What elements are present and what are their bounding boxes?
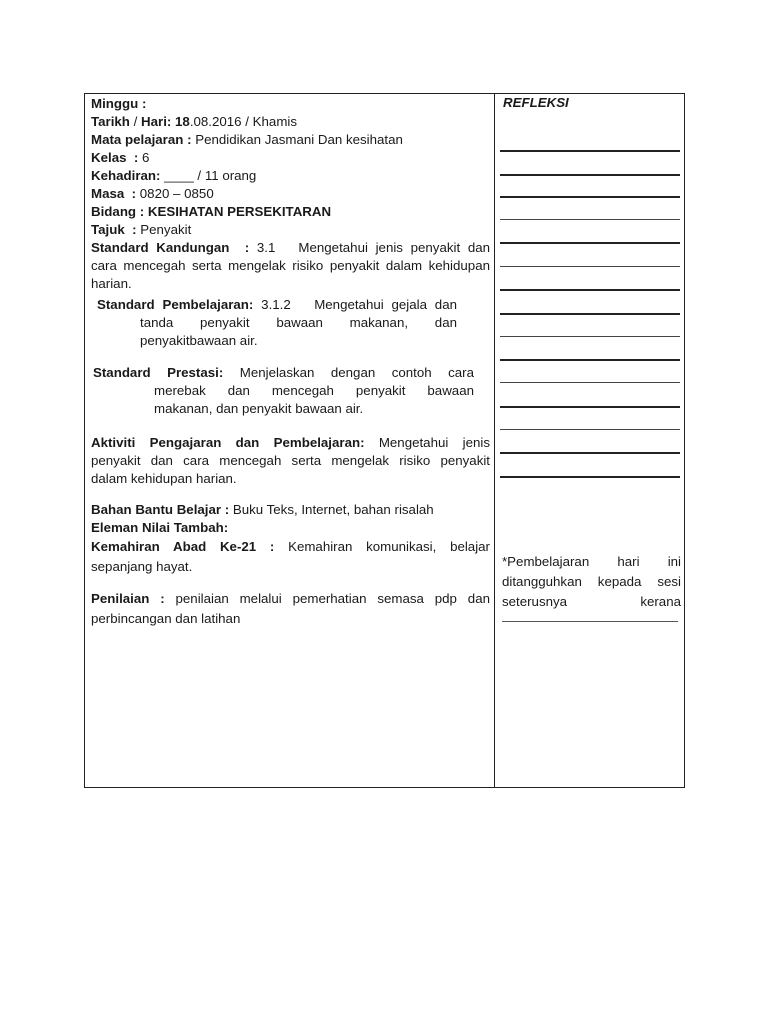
refleksi-line <box>500 452 680 454</box>
standard-kandungan-line1 <box>91 239 490 257</box>
standard-kandungan-block <box>91 239 490 293</box>
kelas-row <box>91 149 490 167</box>
minggu-row <box>91 95 490 113</box>
aktiviti-label: Aktiviti Pengajaran dan Pembelajaran: <box>91 435 379 450</box>
tajuk-colon: : <box>124 222 141 237</box>
standard-pembelajaran-line3: penyakitbawaan air. <box>140 333 258 348</box>
refleksi-line <box>500 429 680 430</box>
eleman-label: Eleman Nilai Tambah: <box>91 520 229 535</box>
aktiviti-text1: Mengetahui jenis <box>378 435 490 450</box>
standard-pembelajaran-block <box>91 296 490 350</box>
standard-pembelajaran-text1: 3.1.2 Mengetahui gejala dan <box>261 297 457 312</box>
tajuk-row <box>91 221 490 239</box>
column-divider <box>494 94 495 787</box>
bidang-label: Bidang : <box>91 204 148 219</box>
standard-kandungan-label: Standard Kandungan <box>91 240 230 255</box>
aktiviti-line2: penyakit dan cara mencegah serta mengelak risiko penyakit <box>91 453 490 468</box>
mata-pelajaran-value: Pendidikan Jasmani Dan kesihatan <box>195 132 403 147</box>
refleksi-note-blank-line <box>502 621 678 622</box>
aktiviti-block <box>91 434 490 488</box>
refleksi-note-line3: seterusnya kerana <box>502 594 681 609</box>
kehadiran-value: ____ / 11 orang <box>164 168 257 183</box>
standard-prestasi-line2: merebak dan mencegah penyakit bawaan <box>154 383 474 398</box>
refleksi-line <box>500 336 680 337</box>
refleksi-line <box>500 476 680 478</box>
refleksi-note-line1: *Pembelajaran hari ini <box>502 554 681 569</box>
refleksi-line <box>500 174 680 176</box>
refleksi-line <box>500 359 680 361</box>
masa-colon: : <box>124 186 140 201</box>
refleksi-note <box>502 552 681 612</box>
hari-label: Hari: <box>141 114 176 129</box>
standard-prestasi-text1: Menjelaskan dengan contoh cara <box>239 365 474 380</box>
eleman-row <box>91 519 490 537</box>
masa-row <box>91 185 490 203</box>
bahan-row <box>91 501 490 519</box>
kemahiran-line1 <box>91 537 490 557</box>
standard-kandungan-line3: harian. <box>91 276 132 291</box>
tajuk-value: Penyakit <box>140 222 192 237</box>
standard-pembelajaran-label: Standard Pembelajaran: <box>97 297 262 312</box>
aktiviti-line1 <box>91 434 490 452</box>
kehadiran-row <box>91 167 490 185</box>
standard-prestasi-block <box>91 364 490 418</box>
refleksi-note-line2: ditangguhkan kepada sesi <box>502 574 681 589</box>
standard-kandungan-text1: 3.1 Mengetahui jenis penyakit dan <box>256 240 491 255</box>
bahan-value: Buku Teks, Internet, bahan risalah <box>232 502 434 517</box>
minggu-label: Minggu : <box>91 96 147 111</box>
kemahiran-line2: sepanjang hayat. <box>91 559 193 574</box>
tajuk-label: Tajuk <box>91 222 125 237</box>
aktiviti-line3: dalam kehidupan harian. <box>91 471 237 486</box>
standard-kandungan-colon: : <box>229 240 257 255</box>
mata-pelajaran-label: Mata pelajaran : <box>91 132 196 147</box>
refleksi-line <box>500 266 680 267</box>
kemahiran-block <box>91 537 490 577</box>
kemahiran-label: Kemahiran Abad Ke-21 : <box>91 539 289 554</box>
refleksi-line <box>500 219 680 220</box>
tarikh-date-day: 18 <box>175 114 190 129</box>
standard-prestasi-label: Standard Prestasi: <box>93 365 240 380</box>
refleksi-line <box>500 150 680 152</box>
standard-prestasi-line1 <box>93 364 474 382</box>
refleksi-line <box>500 242 680 244</box>
tarikh-separator: / <box>129 114 142 129</box>
kelas-value: 6 <box>142 150 150 165</box>
kelas-colon: : <box>126 150 142 165</box>
bidang-row <box>91 203 490 221</box>
penilaian-label: Penilaian : <box>91 591 176 606</box>
bahan-label: Bahan Bantu Belajar : <box>91 502 233 517</box>
standard-prestasi-line3: makanan, dan penyakit bawaan air. <box>154 401 364 416</box>
refleksi-line <box>500 406 680 408</box>
refleksi-line <box>500 313 680 315</box>
penilaian-line2: perbincangan dan latihan <box>91 611 241 626</box>
kelas-label: Kelas <box>91 150 127 165</box>
penilaian-block <box>91 589 490 629</box>
refleksi-line <box>500 289 680 291</box>
refleksi-line <box>500 382 680 383</box>
masa-value: 0820 – 0850 <box>139 186 214 201</box>
standard-pembelajaran-line2: tanda penyakit bawaan makanan, dan <box>140 315 457 330</box>
penilaian-text1: penilaian melalui pemerhatian semasa pdp dan <box>175 591 490 606</box>
penilaian-line1 <box>91 589 490 609</box>
standard-pembelajaran-line1 <box>97 296 457 314</box>
tarikh-row <box>91 113 490 131</box>
bidang-value: KESIHATAN PERSEKITARAN <box>147 204 332 219</box>
standard-kandungan-line2: cara mencegah serta mengelak risiko penyakit dalam kehidupan <box>91 258 490 273</box>
tarikh-date-rest: .08.2016 / Khamis <box>189 114 297 129</box>
tarikh-label: Tarikh <box>91 114 130 129</box>
lesson-plan-sheet <box>84 93 685 788</box>
kehadiran-label: Kehadiran: <box>91 168 165 183</box>
refleksi-line <box>500 196 680 198</box>
mata-pelajaran-row <box>91 131 490 149</box>
masa-label: Masa <box>91 186 125 201</box>
lesson-details <box>91 95 490 629</box>
refleksi-title: REFLEKSI <box>503 95 569 110</box>
kemahiran-text1: Kemahiran komunikasi, belajar <box>288 539 490 554</box>
